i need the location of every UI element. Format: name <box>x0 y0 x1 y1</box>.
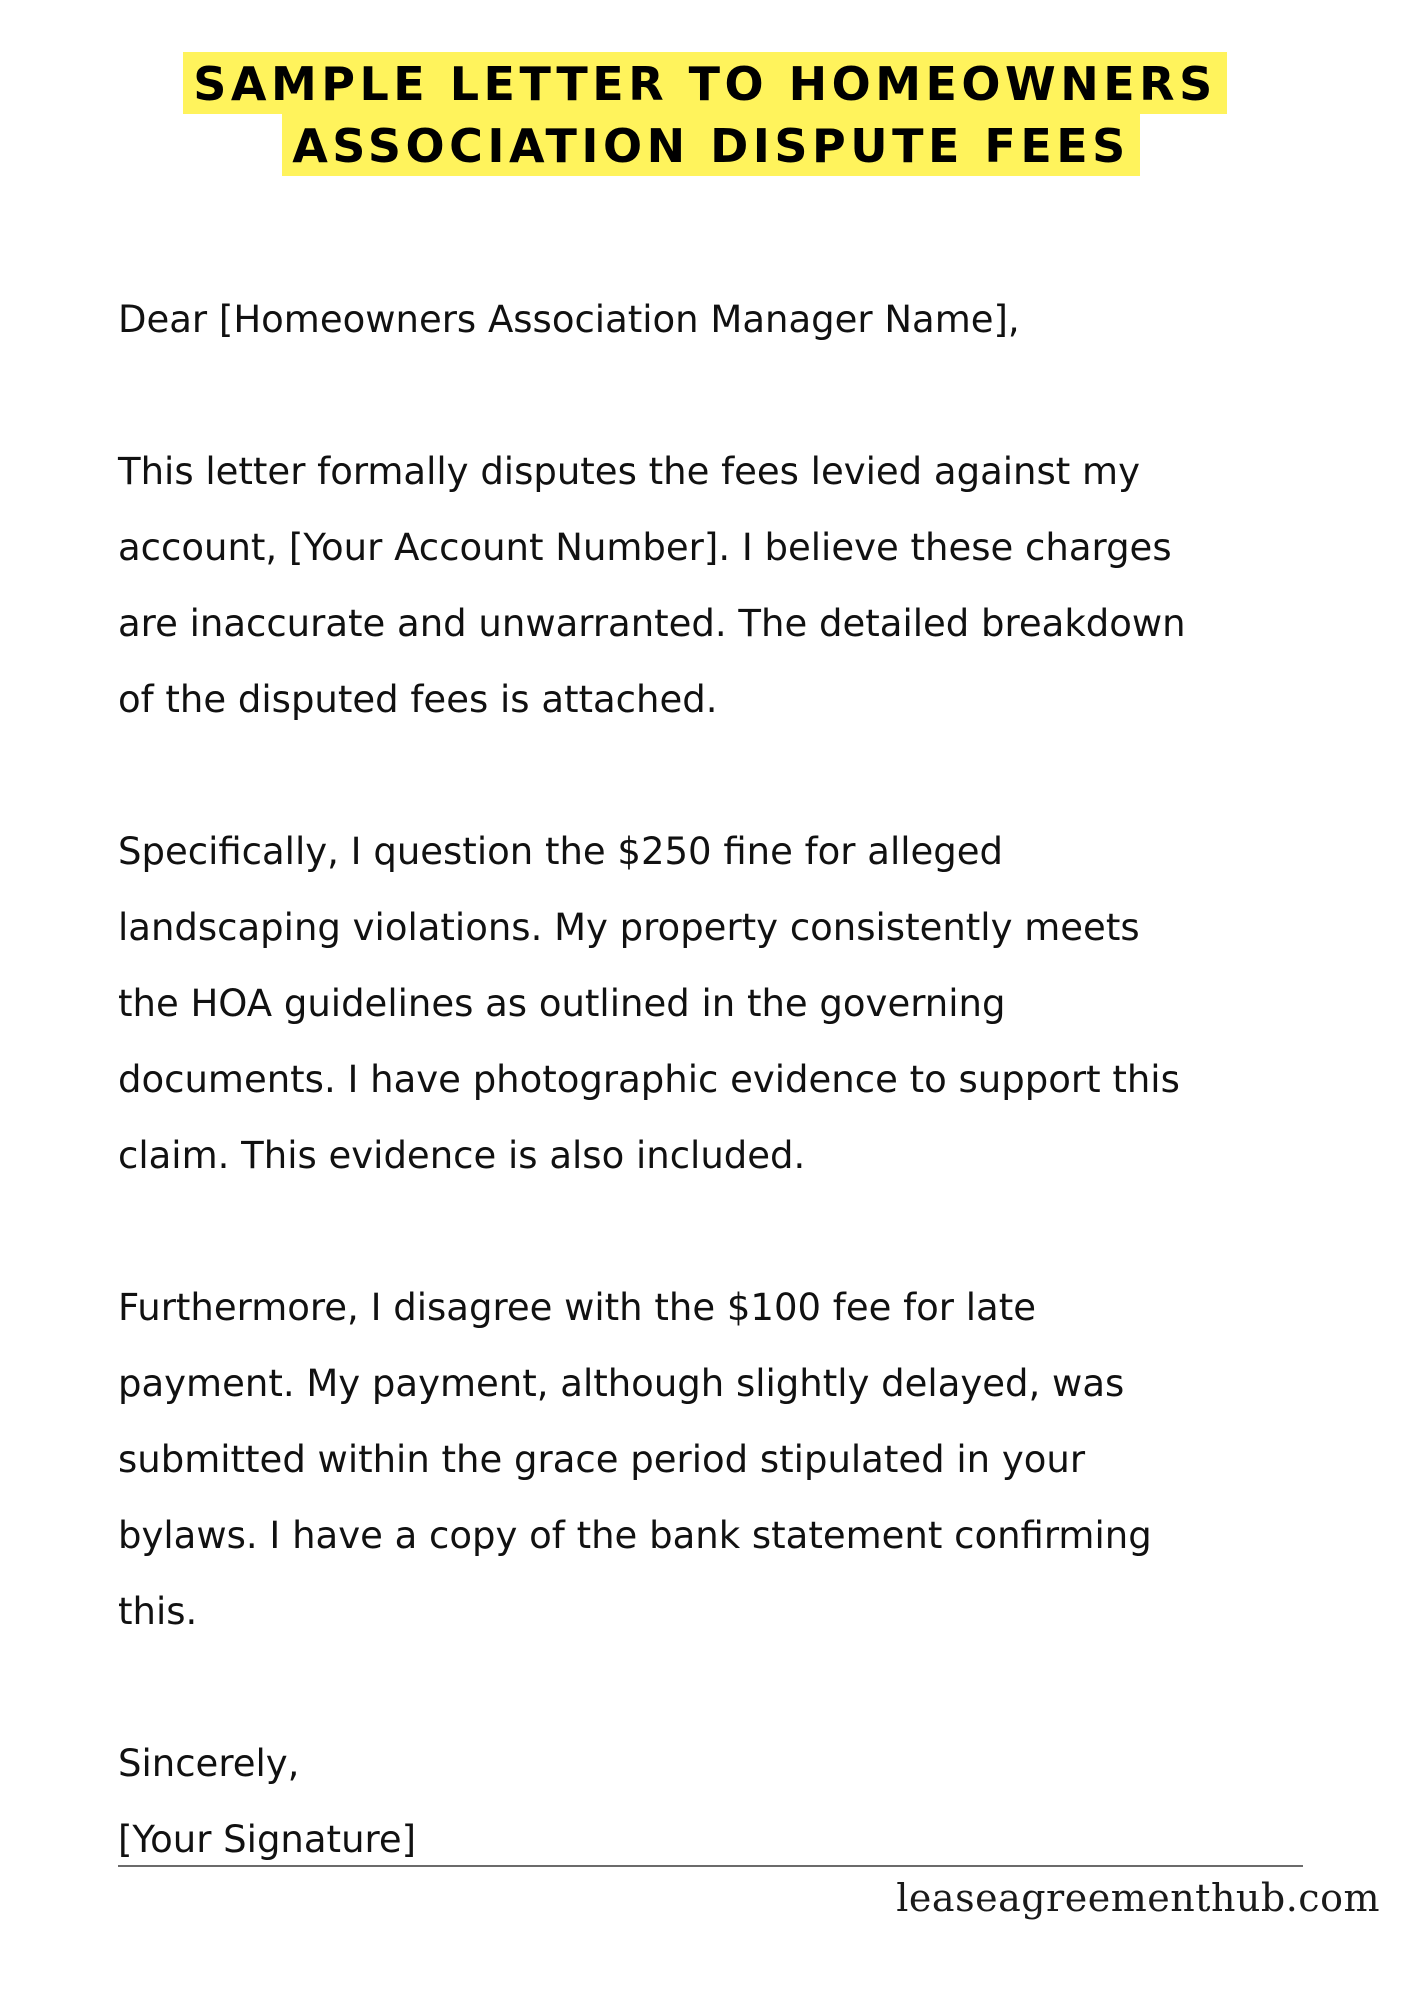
paragraph-gap <box>118 358 1358 434</box>
paragraph-line: payment. My payment, although slightly delayed, was <box>118 1362 1125 1405</box>
paragraph-line: This letter formally disputes the fees levied against my <box>118 450 1140 493</box>
signature-line <box>118 1865 1303 1867</box>
paragraph-1 <box>118 434 1358 738</box>
signature-placeholder: [Your Signature] <box>118 1818 417 1861</box>
paragraph-line: documents. I have photographic evidence to support this <box>118 1058 1180 1101</box>
paragraph-line: claim. This evidence is also included. <box>118 1134 806 1177</box>
paragraph-2 <box>118 814 1358 1194</box>
letter-body <box>118 282 1358 1878</box>
paragraph-gap <box>118 1194 1358 1270</box>
title-line-1: SAMPLE LETTER TO HOMEOWNERS <box>183 52 1227 114</box>
paragraph-line: account, [Your Account Number]. I believe these charges <box>118 526 1172 569</box>
paragraph-gap <box>118 738 1358 814</box>
paragraph-line: are inaccurate and unwarranted. The detailed breakdown <box>118 602 1186 645</box>
paragraph-line: this. <box>118 1590 198 1633</box>
paragraph-line: Furthermore, I disagree with the $100 fee for late <box>118 1286 1036 1329</box>
paragraph-line: the HOA guidelines as outlined in the governing <box>118 982 1006 1025</box>
paragraph-gap <box>118 1650 1358 1726</box>
title-line-2: ASSOCIATION DISPUTE FEES <box>282 114 1140 176</box>
paragraph-line: Specifically, I question the $250 fine for alleged <box>118 830 1004 873</box>
paragraph-line: of the disputed fees is attached. <box>118 678 718 721</box>
paragraph-line: landscaping violations. My property consistently meets <box>118 906 1140 949</box>
closing: Sincerely, <box>118 1742 300 1785</box>
paragraph-line: submitted within the grace period stipulated in your <box>118 1438 1086 1481</box>
salutation: Dear [Homeowners Association Manager Name], <box>118 298 1020 341</box>
page-title <box>0 52 1414 176</box>
website-watermark: leaseagreementhub.com <box>896 1876 1380 1920</box>
paragraph-3 <box>118 1270 1358 1650</box>
paragraph-line: bylaws. I have a copy of the bank statement confirming <box>118 1514 1152 1557</box>
